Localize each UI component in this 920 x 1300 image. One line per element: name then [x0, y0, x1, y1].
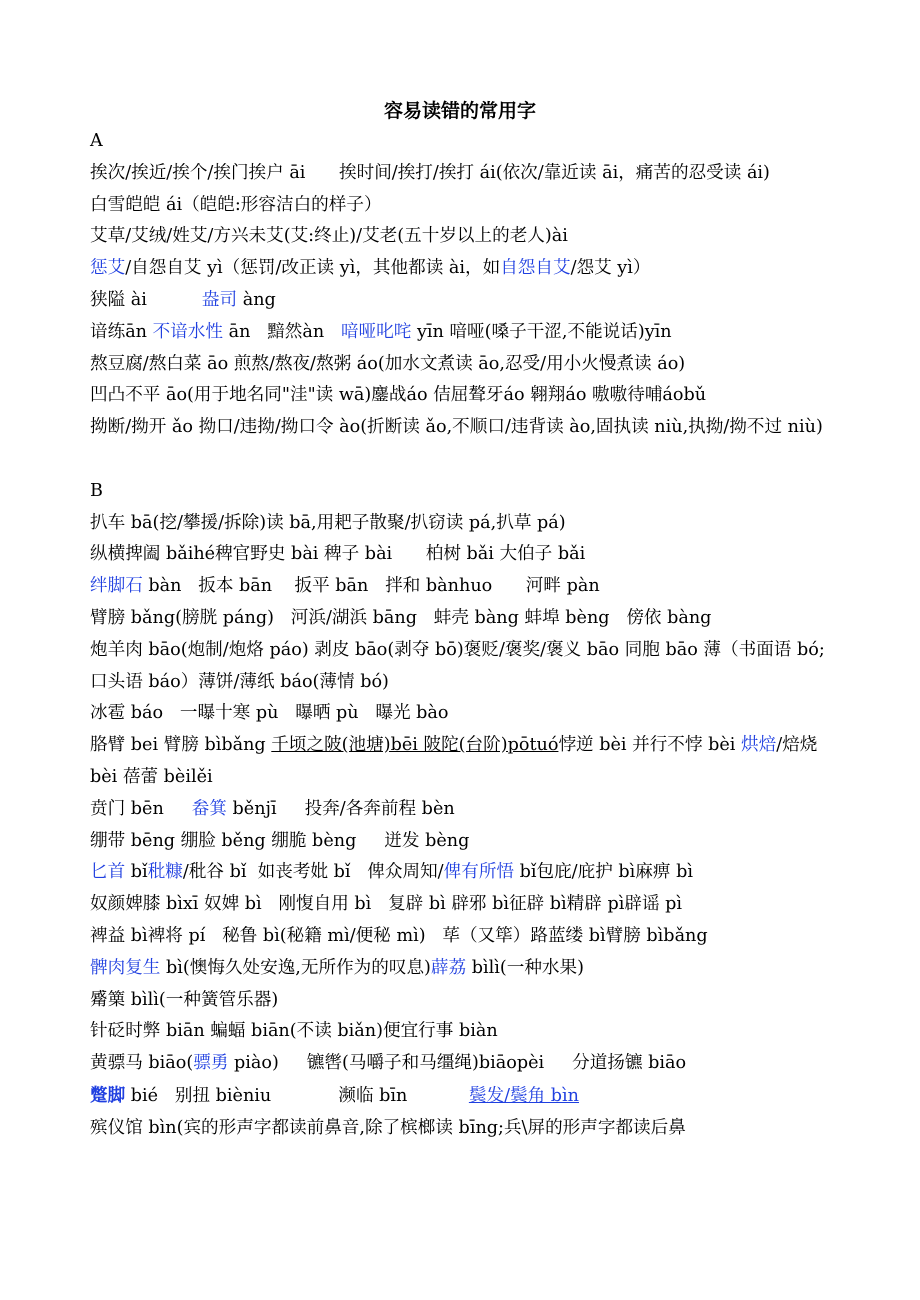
entry-text: 胳臂 bei 臂膀 bìbǎng [90, 735, 272, 756]
highlight-word: 盎司 [201, 289, 238, 310]
entry-line: 绷带 bēng 绷脸 běng 绷脆 bèng 迸发 bèng [90, 830, 470, 851]
entry-line: 扒车 bā(挖/攀援/拆除)读 bā,用耙子散聚/扒窃读 pá,扒草 pá) [90, 512, 566, 533]
highlight-word: 骠勇 [193, 1053, 229, 1074]
entry-line: 觱篥 bìlì(一种簧管乐器) [90, 989, 279, 1010]
entry-line [90, 1080, 842, 1113]
entry-line: 拗断/拗开 ǎo 拗口/违拗/拗口令 ào(折断读 ǎo,不顺口/违背读 ào,固执读 niù,执拗/拗不过 niù) [90, 417, 823, 438]
highlight-word: 俾有所悟 [443, 862, 515, 883]
entry-text: běnjī 投奔/各奔前程 bèn [226, 798, 455, 819]
highlight-word: 惩艾 [90, 258, 126, 279]
entry-text: 黄骠马 biāo( [90, 1053, 194, 1074]
document-body [90, 126, 842, 1145]
entry-line: 白雪皑皑 ái（皑皑:形容洁白的样子） [90, 194, 382, 215]
highlight-word: 自怨自艾 [500, 258, 571, 279]
highlight-word: 匕首 [90, 862, 126, 883]
entry-text: /自怨自艾 yì（惩罚/改正读 yì，其他都读 ài，如 [125, 258, 501, 279]
entry-line [90, 571, 842, 603]
entry-text: 挨次/挨近/挨个/挨门挨户 āi [90, 162, 306, 183]
entry-text: piào) 镳辔(马嚼子和马缰绳)biāopèi 分道扬镳 biāo [228, 1053, 687, 1074]
entry-line: 熬豆腐/熬白菜 āo 煎熬/熬夜/熬粥 áo(加水文煮读 āo,忍受/用小火慢煮读 áo) [90, 353, 686, 374]
entry-line: 艾草/艾绒/姓艾/方兴未艾(艾:终止)/艾老(五十岁以上的老人)ài [90, 226, 568, 247]
section-a-heading: A [90, 131, 103, 151]
entry-line [90, 317, 842, 349]
entry-line [90, 1048, 842, 1080]
entry-text: bié 别扭 bièniu 濒临 bīn [125, 1085, 469, 1106]
highlight-word: 喑哑叱咤 [340, 321, 412, 342]
highlight-word: 绊脚石 [90, 576, 143, 597]
entry-line: 殡仪馆 bìn(宾的形声字都读前鼻音,除了槟榔读 bīng;兵\屏的形声字都读后鼻 [90, 1117, 686, 1138]
entry-text: àng [237, 289, 276, 310]
entry-text: 谙练ān [90, 321, 153, 342]
highlight-word: 薜荔 [430, 957, 467, 978]
entry-text: ān 黯然àn [223, 321, 341, 342]
highlight-word: 髀肉复生 [90, 957, 161, 978]
entry-line: 奴颜婢膝 bìxī 奴婢 bì 刚愎自用 bì 复辟 bì 辟邪 bì征辟 bì精辟 pì辟谣 pì [90, 894, 683, 915]
entry-text: bàn 扳本 bān 扳平 bān 拌和 bànhuo 河畔 pàn [142, 576, 600, 597]
entry-text: /秕谷 bǐ 如丧考妣 bǐ 俾众周知/ [182, 862, 444, 883]
highlight-word: 烘焙 [740, 735, 777, 756]
entry-line: 针砭时弊 biān 蝙蝠 biān(不读 biǎn)便宜行事 biàn [90, 1021, 498, 1042]
entry-text: /焙烧 bèi 蓓蕾 bèilěi [90, 735, 818, 787]
entry-line: 凹凸不平 āo(用于地名同"洼"读 wā)鏖战áo 佶屈聱牙áo 翱翔áo 嗷嗷待哺áobǔ [90, 385, 707, 406]
entry-line [90, 730, 842, 794]
underlined-entry: 鬓发/鬓角 bìn [468, 1085, 579, 1106]
entry-line [90, 953, 842, 985]
entry-line [90, 794, 842, 826]
entry-line: 冰雹 báo 一曝十寒 pù 曝晒 pù 曝光 bào [90, 703, 449, 724]
highlight-word: 蹩脚 [90, 1084, 126, 1106]
entry-text: 贲门 bēn [90, 798, 192, 819]
entry-text: /怨艾 yì） [570, 258, 651, 279]
entry-line [90, 253, 842, 285]
entry-text: bì(懊悔久处安逸,无所作为的叹息) [160, 957, 431, 978]
entry-text: 悖逆 bèi 并行不悖 bèi [558, 735, 741, 756]
highlight-word: 不谙水性 [152, 321, 223, 342]
entry-text: 狭隘 ài [90, 289, 147, 310]
entry-line: 纵横捭阖 bǎihé稗官野史 bài 稗子 bài 柏树 bǎi 大伯子 bǎi [90, 544, 586, 565]
entry-line: 臂膀 bǎng(膀胱 páng) 河浜/湖浜 bāng 蚌壳 bàng 蚌埠 bèng 傍依 bàng [90, 607, 712, 628]
entry-line [90, 158, 842, 190]
highlight-word: 秕糠 [147, 862, 183, 883]
entry-line: 裨益 bì裨将 pí 秘鲁 bì(秘籍 mì/便秘 mì) 荜（又筚）路蓝缕 bì臂膀 bìbǎng [90, 925, 708, 946]
underlined-entry: 千顷之陂(池塘)bēi 陂陀(台阶)pōtuó [271, 735, 559, 756]
entry-text: 挨时间/挨打/挨打 ái(依次/靠近读 āi，痛苦的忍受读 ái) [339, 162, 770, 183]
entry-line [90, 857, 842, 889]
entry-text: bǐ [125, 862, 148, 883]
highlight-word: 畚箕 [191, 798, 227, 819]
entry-line [90, 285, 842, 317]
entry-text: yīn 喑哑(嗓子干涩,不能说话)yīn [411, 321, 672, 342]
entry-text: bìlì(一种水果) [466, 957, 584, 978]
entry-line: 炮羊肉 bāo(炮制/炮烙 páo) 剥皮 bāo(剥夺 bō)褒贬/褒奖/褒义 bāo 同胞 bāo 薄（书面语 bó;口头语 báo）薄饼/薄纸 báo(薄情 bó) [90, 639, 825, 692]
section-spacer [90, 444, 842, 476]
page-title: 容易读错的常用字 [383, 100, 536, 122]
entry-text: bǐ包庇/庇护 bì麻痹 bì [514, 862, 693, 883]
section-b-heading: B [90, 480, 103, 501]
